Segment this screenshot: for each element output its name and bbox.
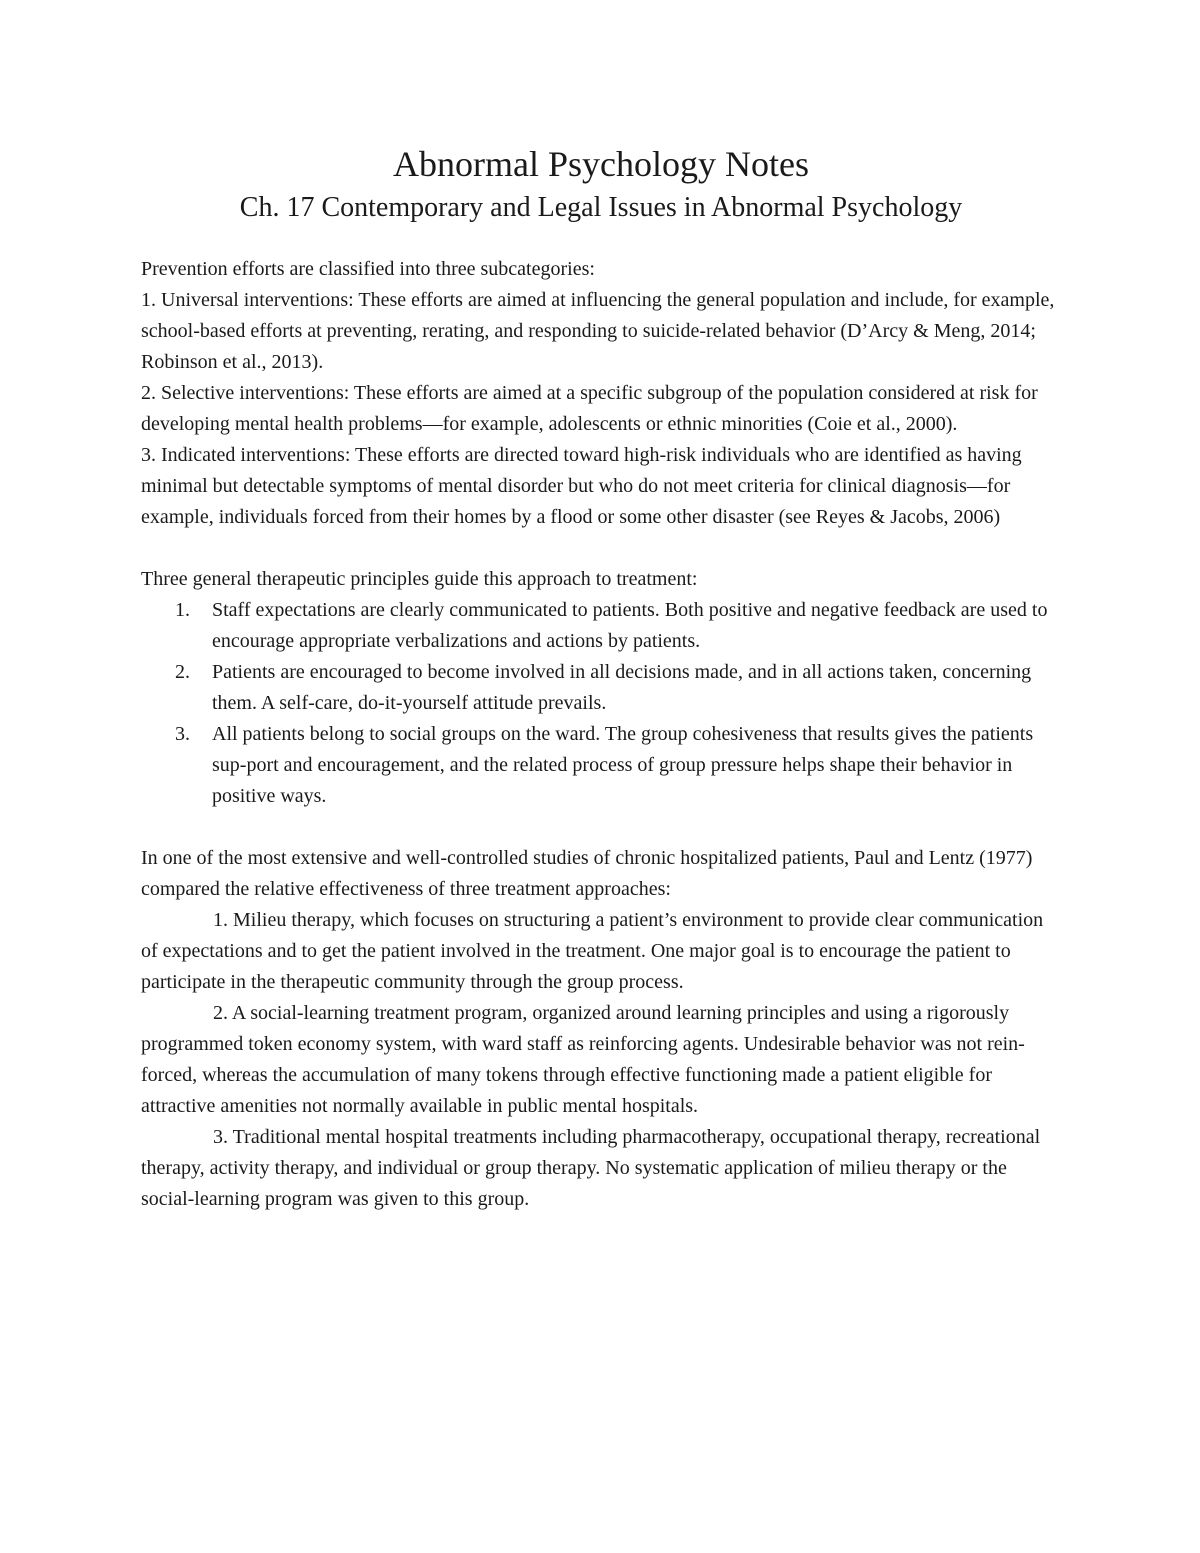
section-therapeutic-principles xyxy=(141,564,1061,812)
list-item xyxy=(141,595,1061,657)
list-item-text: Staff expectations are clearly communicated to patients. Both positive and negative feedback are used to encourage appropriate verbalizations and actions by patients. xyxy=(212,599,1048,652)
list-item-number: 1. xyxy=(175,599,190,621)
document-content xyxy=(141,140,1061,1215)
list-item-text: All patients belong to social groups on the ward. The group cohesiveness that results gives the patients sup-port and encouragement, and the related process of group pressure helps shape their behavior in positive ways. xyxy=(212,723,1034,807)
list-item xyxy=(141,719,1061,812)
approach-traditional xyxy=(141,1122,1061,1215)
approaches-intro: In one of the most extensive and well-controlled studies of chronic hospitalized patients, Paul and Lentz (1977) compared the relative effectiveness of three treatment approaches: xyxy=(141,847,1033,900)
document-subtitle: Ch. 17 Contemporary and Legal Issues in Abnormal Psychology xyxy=(239,192,963,223)
list-item xyxy=(141,657,1061,719)
list-item-number: 2. xyxy=(175,661,190,683)
section-prevention xyxy=(141,254,1061,533)
approach-milieu xyxy=(141,905,1061,998)
paragraph-gap xyxy=(141,533,1061,564)
prevention-item-indicated: 3. Indicated interventions: These efforts are directed toward high-risk individuals who are identified as having minimal but detectable symptoms of mental disorder but who do not meet criteria for clinical diagnosis—for example, individuals forced from their homes by a flood or some other disaster (see Reyes & Jacobs, 2006) xyxy=(141,444,1022,528)
document-title: Abnormal Psychology Notes xyxy=(393,144,809,184)
section-treatment-approaches xyxy=(141,843,1061,1215)
approach-social-learning xyxy=(141,998,1061,1122)
approach-milieu-text: 1. Milieu therapy, which focuses on structuring a patient’s environment to provide clear communication of expectations and to get the patient involved in the treatment. One major goal is to encourage the patient to participate in the therapeutic community through the group process. xyxy=(141,909,1044,993)
approach-traditional-text: 3. Traditional mental hospital treatments including pharmacotherapy, occupational therapy, recreational therapy, activity therapy, and individual or group therapy. No systematic application of milieu therapy or the social-learning program was given to this group. xyxy=(141,1126,1041,1210)
list-item-number: 3. xyxy=(175,723,190,745)
prevention-item-universal: 1. Universal interventions: These efforts are aimed at influencing the general population and include, for example, school-based efforts at preventing, rerating, and responding to suicide-related behavior (D’Arcy & Meng, 2014; Robinson et al., 2013). xyxy=(141,289,1055,373)
prevention-item-selective: 2. Selective interventions: These efforts are aimed at a specific subgroup of the population considered at risk for developing mental health problems—for example, adolescents or ethnic minorities (Coie et al., 2000). xyxy=(141,382,1038,435)
principles-intro: Three general therapeutic principles guide this approach to treatment: xyxy=(141,568,698,590)
approach-social-learning-text: 2. A social-learning treatment program, organized around learning principles and using a rigorously programmed token economy system, with ward staff as reinforcing agents. Undesirable behavior was not rein-forced, whereas the accumulation of many tokens through effective functioning made a patient eligible for attractive amenities not normally available in public mental hospitals. xyxy=(141,1002,1025,1117)
list-item-text: Patients are encouraged to become involved in all decisions made, and in all actions taken, concerning them. A self-care, do-it-yourself attitude prevails. xyxy=(212,661,1032,714)
paragraph-gap xyxy=(141,812,1061,843)
principles-list xyxy=(141,595,1061,812)
prevention-intro: Prevention efforts are classified into three subcategories: xyxy=(141,258,595,280)
